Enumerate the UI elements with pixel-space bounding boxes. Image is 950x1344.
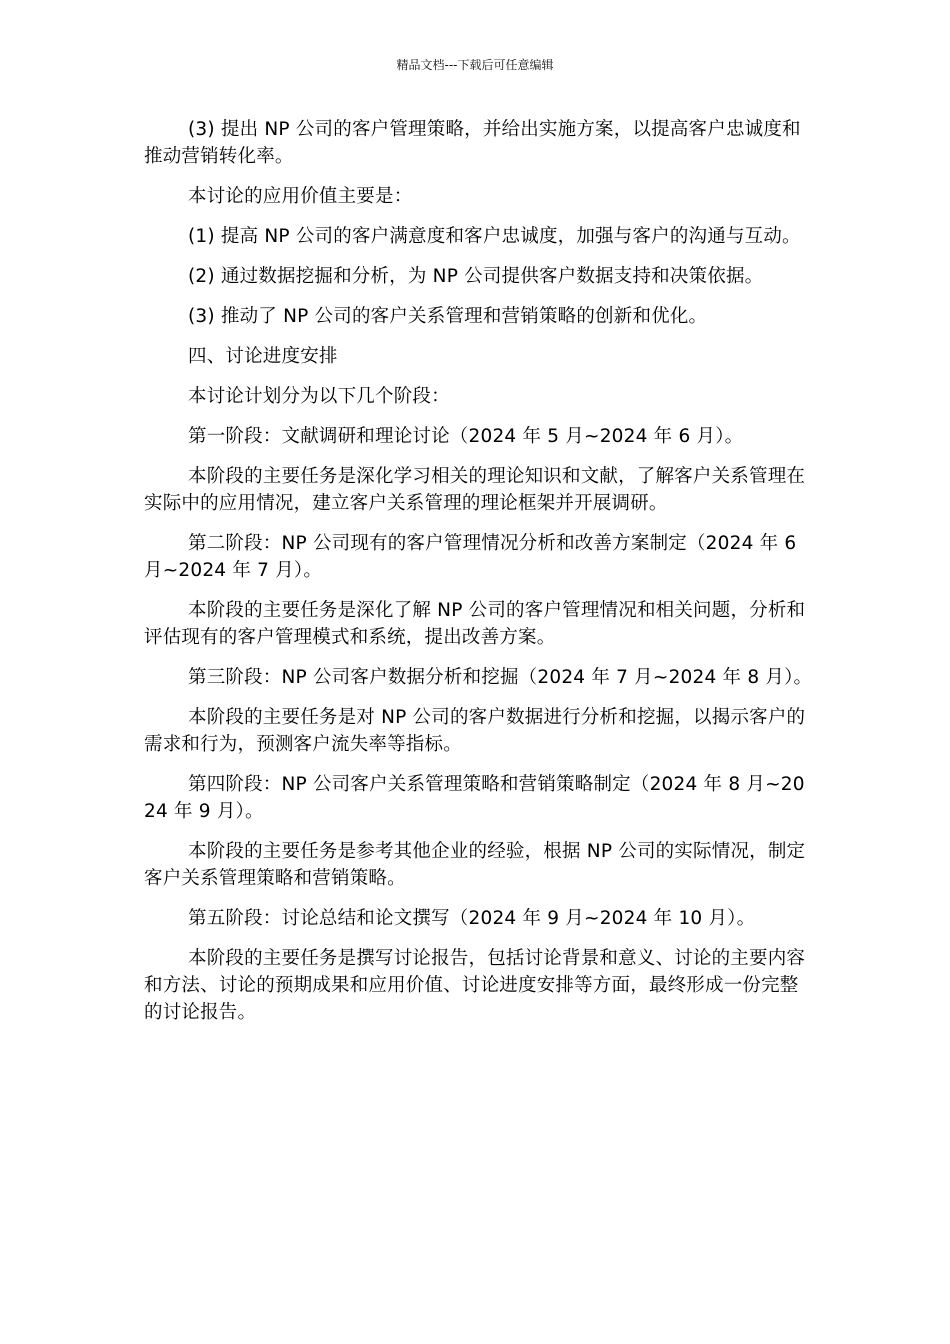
paragraph-stage-3: 第三阶段：NP 公司客户数据分析和挖掘（2024 年 7 月~2024 年 8 月）。	[188, 667, 813, 688]
paragraph-value-intro: 本讨论的应用价值主要是：	[188, 186, 413, 207]
paragraph-objective-3: (3) 提出 NP 公司的客户管理策略，并给出实施方案，以提高客户忠诚度和推动营销转化率。	[144, 119, 801, 167]
paragraph-stage-2: 第二阶段：NP 公司现有的客户管理情况分析和改善方案制定（2024 年 6 月~2024 年 7 月）。	[144, 533, 797, 581]
paragraph-stage-1: 第一阶段：文献调研和理论讨论（2024 年 5 月~2024 年 6 月）。	[188, 426, 744, 447]
document-body	[144, 116, 814, 1039]
page-header: 精品文档---下载后可任意编辑	[396, 58, 554, 72]
paragraph-stage-4-detail: 本阶段的主要任务是参考其他企业的经验，根据 NP 公司的实际情况，制定客户关系管理策略和营销策略。	[144, 841, 806, 889]
paragraph-value-1: (1) 提高 NP 公司的客户满意度和客户忠诚度，加强与客户的沟通与互动。	[188, 226, 801, 247]
paragraph-stage-5-detail: 本阶段的主要任务是撰写讨论报告，包括讨论背景和意义、讨论的主要内容和方法、讨论的预期成果和应用价值、讨论进度安排等方面，最终形成一份完整的讨论报告。	[144, 948, 806, 1023]
paragraph-value-3: (3) 推动了 NP 公司的客户关系管理和营销策略的创新和优化。	[188, 306, 708, 327]
paragraph-stage-1-detail: 本阶段的主要任务是深化学习相关的理论知识和文献，了解客户关系管理在实际中的应用情况，建立客户关系管理的理论框架并开展调研。	[144, 466, 806, 514]
paragraph-value-2: (2) 通过数据挖掘和分析，为 NP 公司提供客户数据支持和决策依据。	[188, 266, 764, 287]
paragraph-stage-4: 第四阶段：NP 公司客户关系管理策略和营销策略制定（2024 年 8 月~2024 年 9 月）。	[144, 774, 805, 822]
paragraph-schedule-intro: 本讨论计划分为以下几个阶段：	[188, 386, 450, 407]
paragraph-stage-5: 第五阶段：讨论总结和论文撰写（2024 年 9 月~2024 年 10 月）。	[188, 908, 756, 929]
paragraph-stage-3-detail: 本阶段的主要任务是对 NP 公司的客户数据进行分析和挖掘，以揭示客户的需求和行为，预测客户流失率等指标。	[144, 707, 806, 755]
section-heading-schedule: 四、讨论进度安排	[188, 346, 338, 367]
paragraph-stage-2-detail: 本阶段的主要任务是深化了解 NP 公司的客户管理情况和相关问题，分析和评估现有的客户管理模式和系统，提出改善方案。	[144, 600, 806, 648]
